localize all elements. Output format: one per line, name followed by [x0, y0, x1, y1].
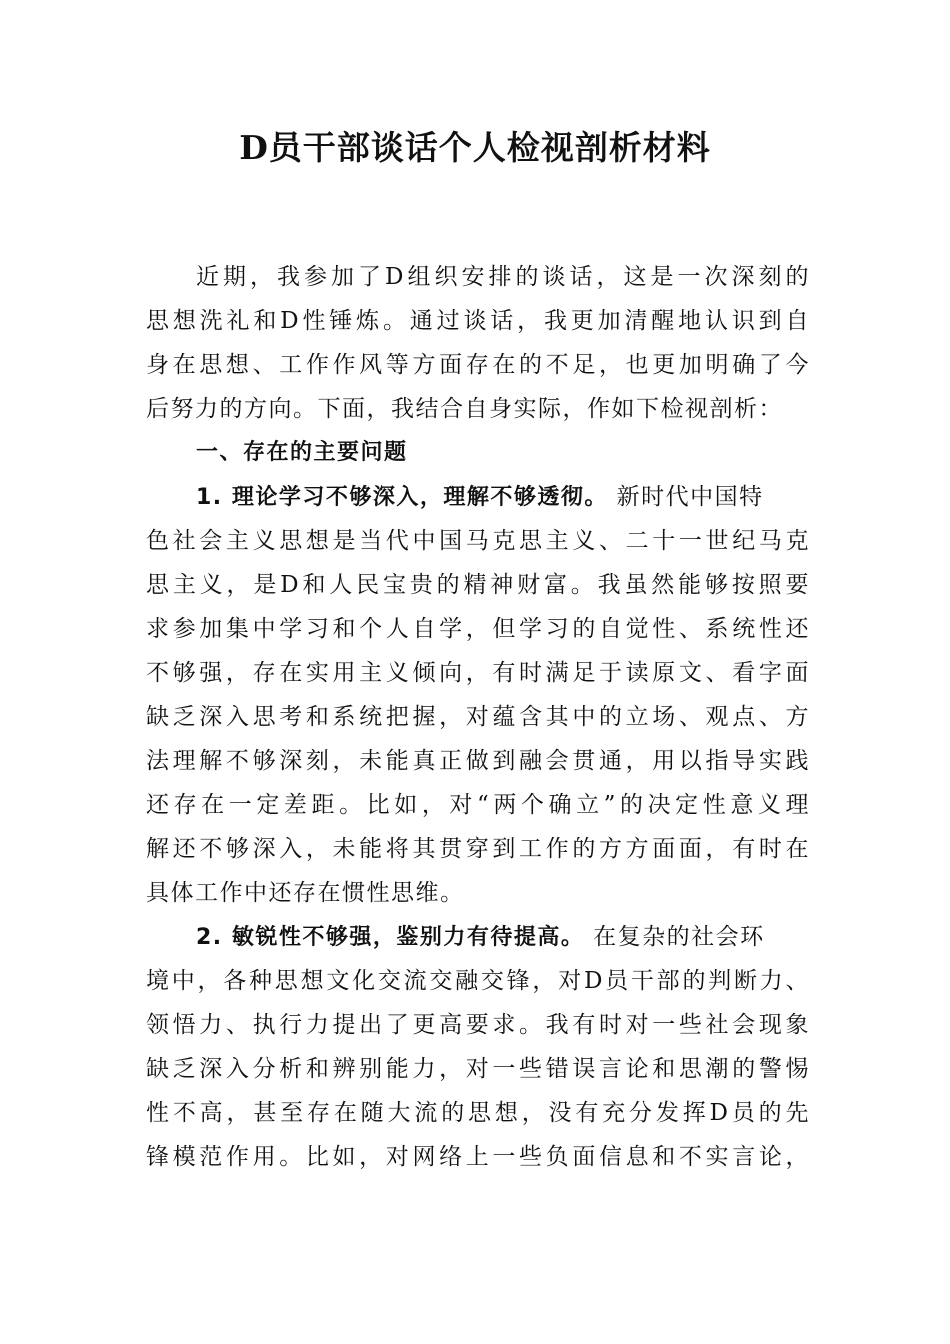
paragraph-line: 领悟力、执行力提出了更高要求。我有时对一些社会现象 — [146, 1012, 810, 1038]
document-title: D员干部谈话个人检视剖析材料 — [239, 128, 711, 167]
paragraph-line: 具体工作中还存在惯性思维。 — [146, 880, 465, 906]
paragraph-line: 缺乏深入分析和辨别能力，对一些错误言论和思潮的警惕 — [146, 1056, 810, 1082]
document-body — [146, 255, 810, 1179]
item-first-line — [146, 915, 810, 959]
paragraph-line: 缺乏深入思考和系统把握，对蕴含其中的立场、观点、方 — [146, 704, 810, 730]
paragraph-line: 法理解不够深刻，未能真正做到融会贯通，用以指导实践 — [146, 748, 810, 774]
paragraph-line: 境中，各种思想文化交流交融交锋，对D员干部的判断力、 — [146, 968, 810, 994]
item-heading: 2. 敏锐性不够强，鉴别力有待提高。 — [196, 925, 585, 950]
section-heading: 一、存在的主要问题 — [196, 440, 408, 465]
item-first-line — [146, 475, 810, 519]
paragraph-line: 近期，我参加了D组织安排的谈话，这是一次深刻的 — [196, 264, 810, 290]
item-text: 在复杂的社会环 — [593, 924, 765, 950]
item-heading: 1. 理论学习不够深入，理解不够透彻。 — [196, 485, 608, 510]
paragraph-line: 后努力的方向。下面，我结合自身实际，作如下检视剖析： — [146, 396, 783, 422]
paragraph-line: 身在思想、工作作风等方面存在的不足，也更加明确了今 — [146, 352, 810, 378]
paragraph-line: 解还不够深入，未能将其贯穿到工作的方方面面，有时在 — [146, 836, 810, 862]
paragraph-line: 不够强，存在实用主义倾向，有时满足于读原文、看字面 — [146, 660, 810, 686]
paragraph-line: 色社会主义思想是当代中国马克思主义、二十一世纪马克 — [146, 528, 810, 554]
paragraph-line: 求参加集中学习和个人自学，但学习的自觉性、系统性还 — [146, 616, 810, 642]
paragraph-line: 性不高，甚至存在随大流的思想，没有充分发挥D员的先 — [146, 1100, 810, 1126]
paragraph-line: 思想洗礼和D性锤炼。通过谈话，我更加清醒地认识到自 — [146, 308, 810, 334]
paragraph-line: 思主义，是D和人民宝贵的精神财富。我虽然能够按照要 — [146, 572, 810, 598]
paragraph-line: 还存在一定差距。比如，对“两个确立”的决定性意义理 — [146, 792, 810, 818]
paragraph-line: 锋模范作用。比如，对网络上一些负面信息和不实言论， — [146, 1144, 810, 1170]
item-text: 新时代中国特 — [616, 484, 764, 510]
